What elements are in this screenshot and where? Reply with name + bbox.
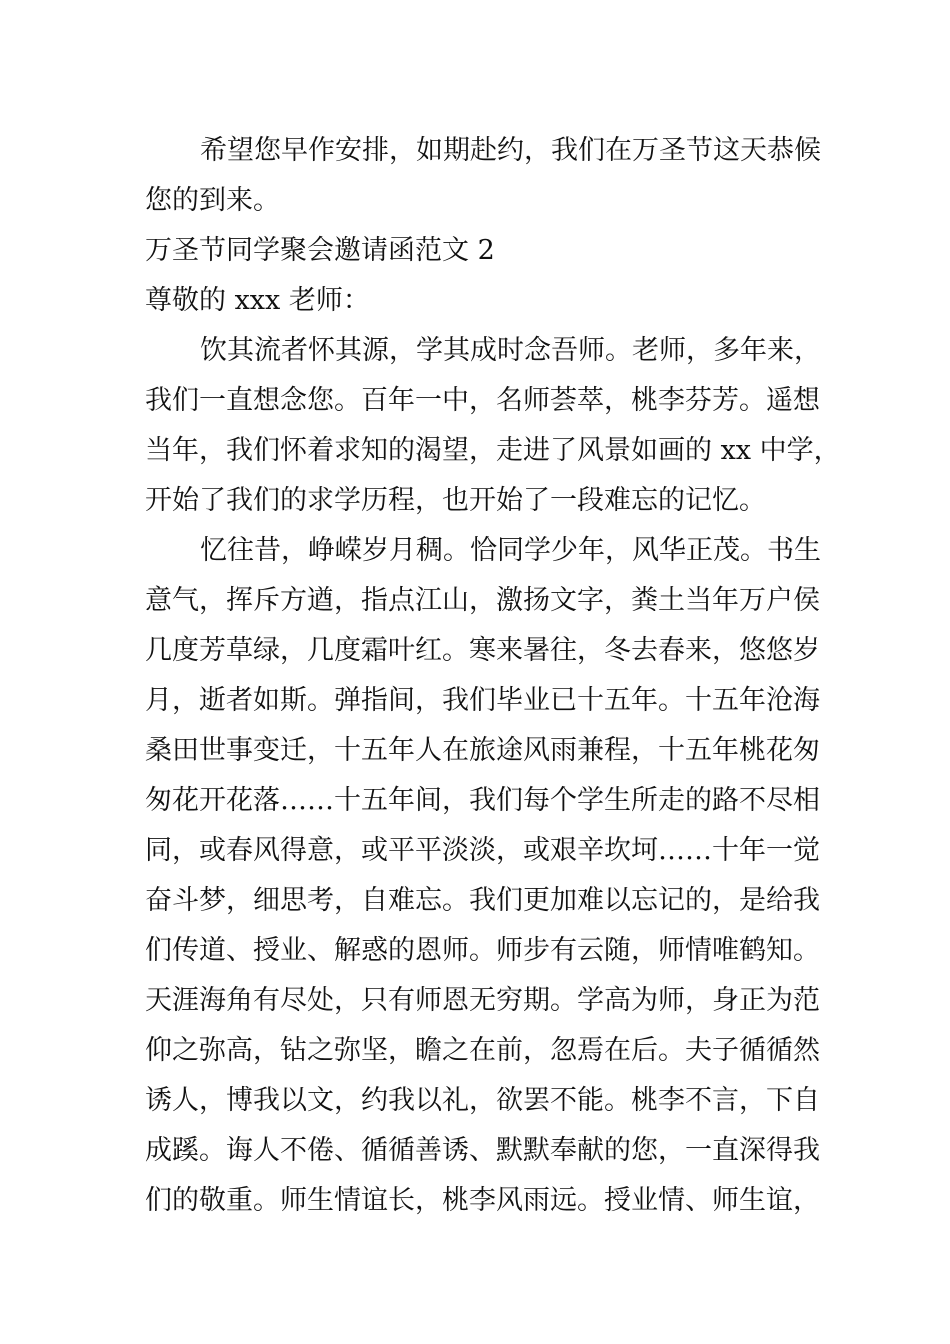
paragraph-line: 月，逝者如斯。弹指间，我们毕业已十五年。十五年沧海 — [145, 685, 820, 716]
paragraph-line: 匆花开花落……十五年间，我们每个学生所走的路不尽相 — [145, 785, 820, 816]
paragraph-line: 意气，挥斥方遒，指点江山，激扬文字，粪土当年万户侯 — [145, 585, 820, 616]
paragraph-line: 同，或春风得意，或平平淡淡，或艰辛坎坷……十年一觉 — [145, 835, 820, 866]
salutation: 尊敬的 xxx 老师： — [145, 285, 370, 316]
paragraph-line: 您的到来。 — [145, 185, 280, 216]
paragraph-line: 们的敬重。师生情谊长，桃李风雨远。授业情、师生谊， — [145, 1185, 820, 1216]
document-body — [145, 126, 841, 1226]
closing-paragraph — [145, 126, 825, 226]
paragraph-line: 天涯海角有尽处，只有师恩无穷期。学高为师，身正为范 — [145, 985, 820, 1016]
section-heading: 万圣节同学聚会邀请函范文 2 — [145, 235, 495, 266]
paragraph-line: 当年，我们怀着求知的渴望，走进了风景如画的 xx 中学， — [145, 435, 841, 466]
paragraph-line: 饮其流者怀其源，学其成时念吾师。老师，多年来， — [200, 335, 821, 366]
paragraph-line: 仰之弥高，钻之弥坚，瞻之在前，忽焉在后。夫子循循然 — [145, 1035, 820, 1066]
intro-paragraph — [145, 326, 841, 526]
paragraph-line: 诱人，博我以文，约我以礼，欲罢不能。桃李不言，下自 — [145, 1085, 820, 1116]
paragraph-line: 成蹊。诲人不倦、循循善诱、默默奉献的您，一直深得我 — [145, 1135, 820, 1166]
paragraph-line: 桑田世事变迁，十五年人在旅途风雨兼程，十五年桃花匆 — [145, 735, 820, 766]
memories-paragraph — [145, 526, 825, 1226]
paragraph-line: 忆往昔，峥嵘岁月稠。恰同学少年，风华正茂。书生 — [200, 535, 821, 566]
paragraph-line: 我们一直想念您。百年一中，名师荟萃，桃李芬芳。遥想 — [145, 385, 820, 416]
paragraph-line: 几度芳草绿，几度霜叶红。寒来暑往，冬去春来，悠悠岁 — [145, 635, 820, 666]
paragraph-line: 奋斗梦，细思考，自难忘。我们更加难以忘记的，是给我 — [145, 885, 820, 916]
paragraph-line: 开始了我们的求学历程，也开始了一段难忘的记忆。 — [145, 485, 766, 516]
paragraph-line: 希望您早作安排，如期赴约，我们在万圣节这天恭候 — [200, 135, 821, 166]
paragraph-line: 们传道、授业、解惑的恩师。师步有云随，师情唯鹤知。 — [145, 935, 820, 966]
